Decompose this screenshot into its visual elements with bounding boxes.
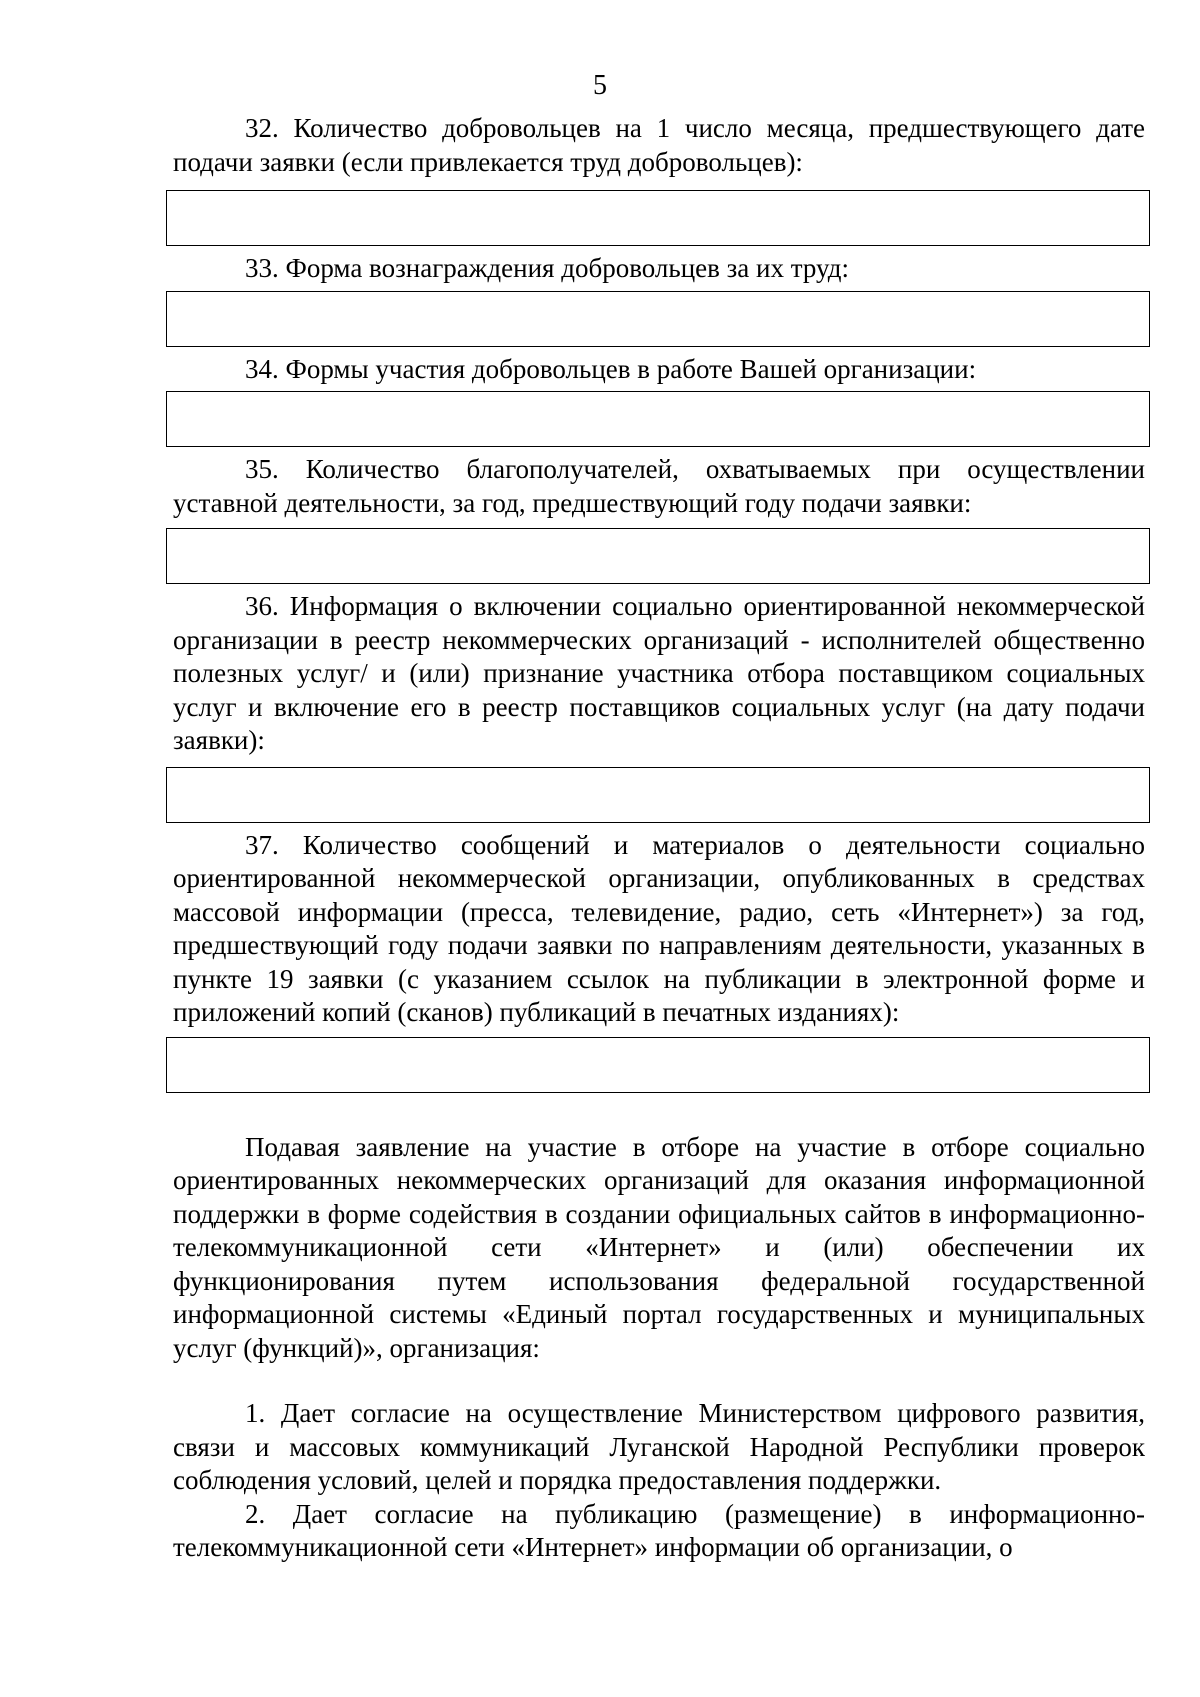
consent-item-2: 2. Дает согласие на публикацию (размещение) в информационно-телекоммуникационной сети «Интернет» информации об организации, о <box>173 1498 1145 1562</box>
answer-field-32[interactable] <box>166 190 1150 246</box>
consent-item-1: 1. Дает согласие на осуществление Министерством цифрового развития, связи и массовых коммуникаций Луганской Народной Республики проверок соблюдения условий, целей и порядка предоставления поддержки. <box>173 1398 1145 1495</box>
question-34: 34. Формы участия добровольцев в работе Вашей организации: <box>245 353 977 384</box>
application-form <box>173 112 1145 1565</box>
answer-field-36[interactable] <box>166 767 1150 823</box>
question-35: 35. Количество благополучателей, охватываемых при осуществлении уставной деятельности, за год, предшествующий году подачи заявки: <box>173 454 1145 518</box>
question-37: 37. Количество сообщений и материалов о деятельности социально ориентированной некоммерческой организации, опубликованных в средствах массовой информации (пресса, телевидение, радио, сеть «Интернет») за год, предшествующий году подачи заявки по направлениям деятельности, указанных в пункте 19 заявки (с указанием ссылок на публикации в электронной форме и приложений копий (сканов) публикаций в печатных изданиях): <box>173 829 1145 1027</box>
answer-field-37[interactable] <box>166 1037 1150 1093</box>
page-number: 5 <box>593 70 607 101</box>
question-36: 36. Информация о включении социально ориентированной некоммерческой организации в реестр некоммерческих организаций - исполнителей общественно полезных услуг/ и (или) признание участника отбора поставщиком социальных услуг и включение его в реестр поставщиков социальных услуг (на дату подачи заявки): <box>173 591 1145 755</box>
answer-field-33[interactable] <box>166 291 1150 347</box>
question-33: 33. Форма вознаграждения добровольцев за их труд: <box>245 253 850 283</box>
declaration-paragraph: Подавая заявление на участие в отборе на участие в отборе социально ориентированных некоммерческих организаций для оказания информационной поддержки в форме содействия в создании официальных сайтов в информационно-телекоммуникационной сети «Интернет» и (или) обеспечении их функционирования путем использования федеральной государственной информационной системы «Единый портал государственных и муниципальных услуг (функций)», организация: <box>173 1131 1145 1363</box>
answer-field-35[interactable] <box>166 528 1150 584</box>
answer-field-34[interactable] <box>166 391 1150 447</box>
question-32: 32. Количество добровольцев на 1 число месяца, предшествующего дате подачи заявки (если привлекается труд добровольцев): <box>173 113 1145 177</box>
